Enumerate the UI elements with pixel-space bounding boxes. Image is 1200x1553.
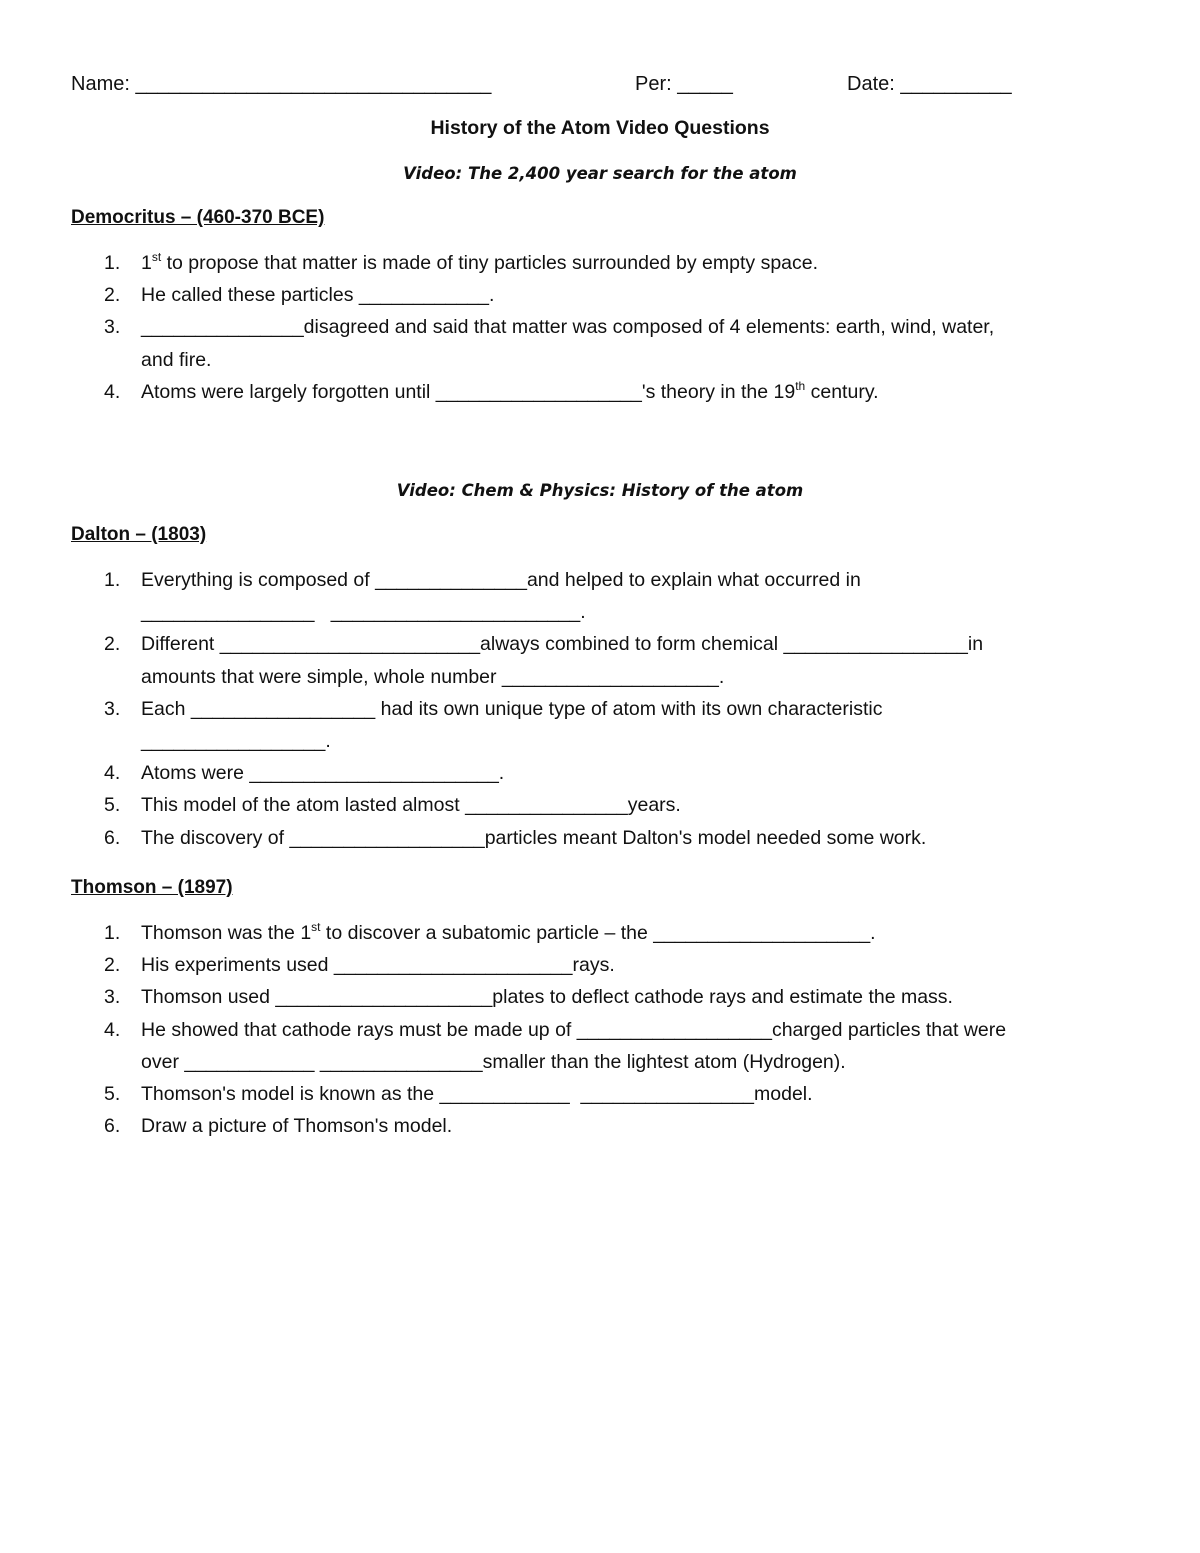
question-number: 4. xyxy=(104,380,121,403)
question-item xyxy=(0,1014,1200,1078)
question-item xyxy=(0,564,1200,628)
question-text: Thomson was the 1st to discover a subatomic particle – the ____________________. xyxy=(141,920,876,944)
question-text: Thomson's model is known as the ____________ ________________model. xyxy=(141,1082,813,1105)
question-item xyxy=(0,822,1200,854)
question-item xyxy=(0,917,1200,949)
question-text: The discovery of __________________particles meant Dalton's model needed some work. xyxy=(141,826,927,849)
question-number: 5. xyxy=(104,794,121,817)
question-item xyxy=(0,949,1200,981)
question-text-line-2: over ____________ _______________smaller than the lightest atom (Hydrogen). xyxy=(141,1050,846,1073)
question-text-line-1: Different ________________________always combined to form chemical _________________in xyxy=(141,633,984,656)
question-item xyxy=(0,628,1200,692)
question-text-line-1: _______________disagreed and said that matter was composed of 4 elements: earth, wind, water, xyxy=(141,316,995,339)
section-heading-thomson: Thomson – (1897) xyxy=(71,877,233,898)
question-number: 3. xyxy=(104,316,121,339)
question-text: Thomson used ____________________plates to deflect cathode rays and estimate the mass. xyxy=(141,986,953,1009)
question-number: 3. xyxy=(104,697,121,720)
question-number: 2. xyxy=(104,633,121,656)
question-list-democritus xyxy=(0,247,1200,408)
question-item xyxy=(0,789,1200,821)
question-item xyxy=(0,376,1200,408)
question-item xyxy=(0,981,1200,1013)
question-number: 6. xyxy=(104,1115,121,1138)
question-text-line-2: and fire. xyxy=(141,348,212,371)
question-text-line-2: ________________ _______________________. xyxy=(141,601,586,624)
question-text-line-2: _________________. xyxy=(141,729,331,752)
question-number: 2. xyxy=(104,954,121,977)
question-item xyxy=(0,1078,1200,1110)
question-number: 1. xyxy=(104,252,121,274)
video-2-label: Video: Chem & Physics: History of the atom xyxy=(396,481,804,500)
question-list-thomson xyxy=(0,917,1200,1142)
question-text-line-1: He showed that cathode rays must be made up of __________________charged particles that were xyxy=(141,1018,1007,1041)
question-text: He called these particles ____________. xyxy=(141,284,495,307)
question-item xyxy=(0,247,1200,279)
question-text: Atoms were _______________________. xyxy=(141,762,505,785)
question-number: 3. xyxy=(104,986,121,1009)
question-number: 4. xyxy=(104,1018,121,1041)
worksheet-title: History of the Atom Video Questions xyxy=(430,117,770,139)
question-number: 5. xyxy=(104,1082,121,1105)
section-heading-democritus: Democritus – (460-370 BCE) xyxy=(71,207,325,228)
question-text: Atoms were largely forgotten until ___________________'s theory in the 19th century. xyxy=(141,378,879,403)
video-1-label: Video: The 2,400 year search for the atom xyxy=(403,164,797,183)
question-item xyxy=(0,311,1200,375)
question-text-line-1: Everything is composed of ______________and helped to explain what occurred in xyxy=(141,569,861,591)
question-text: His experiments used ______________________rays. xyxy=(141,954,615,977)
question-list-dalton xyxy=(0,564,1200,854)
question-text: Draw a picture of Thomson's model. xyxy=(141,1115,453,1138)
question-item xyxy=(0,757,1200,789)
question-item xyxy=(0,693,1200,757)
question-number: 2. xyxy=(104,284,121,307)
question-item xyxy=(0,1110,1200,1142)
name-field: Name: ________________________________ xyxy=(71,73,492,95)
question-text: 1st to propose that matter is made of tiny particles surrounded by empty space. xyxy=(141,250,819,274)
question-item xyxy=(0,279,1200,311)
question-text-line-2: amounts that were simple, whole number ____________________. xyxy=(141,665,725,688)
question-number: 1. xyxy=(104,922,121,944)
date-field: Date: __________ xyxy=(847,73,1012,95)
question-text-line-1: Each _________________ had its own unique type of atom with its own characteristic xyxy=(141,697,883,720)
question-number: 4. xyxy=(104,762,121,785)
question-number: 1. xyxy=(104,569,121,591)
period-field: Per: _____ xyxy=(635,73,733,95)
section-heading-dalton: Dalton – (1803) xyxy=(71,524,207,545)
question-text: This model of the atom lasted almost _______________years. xyxy=(141,794,681,817)
question-number: 6. xyxy=(104,826,121,849)
